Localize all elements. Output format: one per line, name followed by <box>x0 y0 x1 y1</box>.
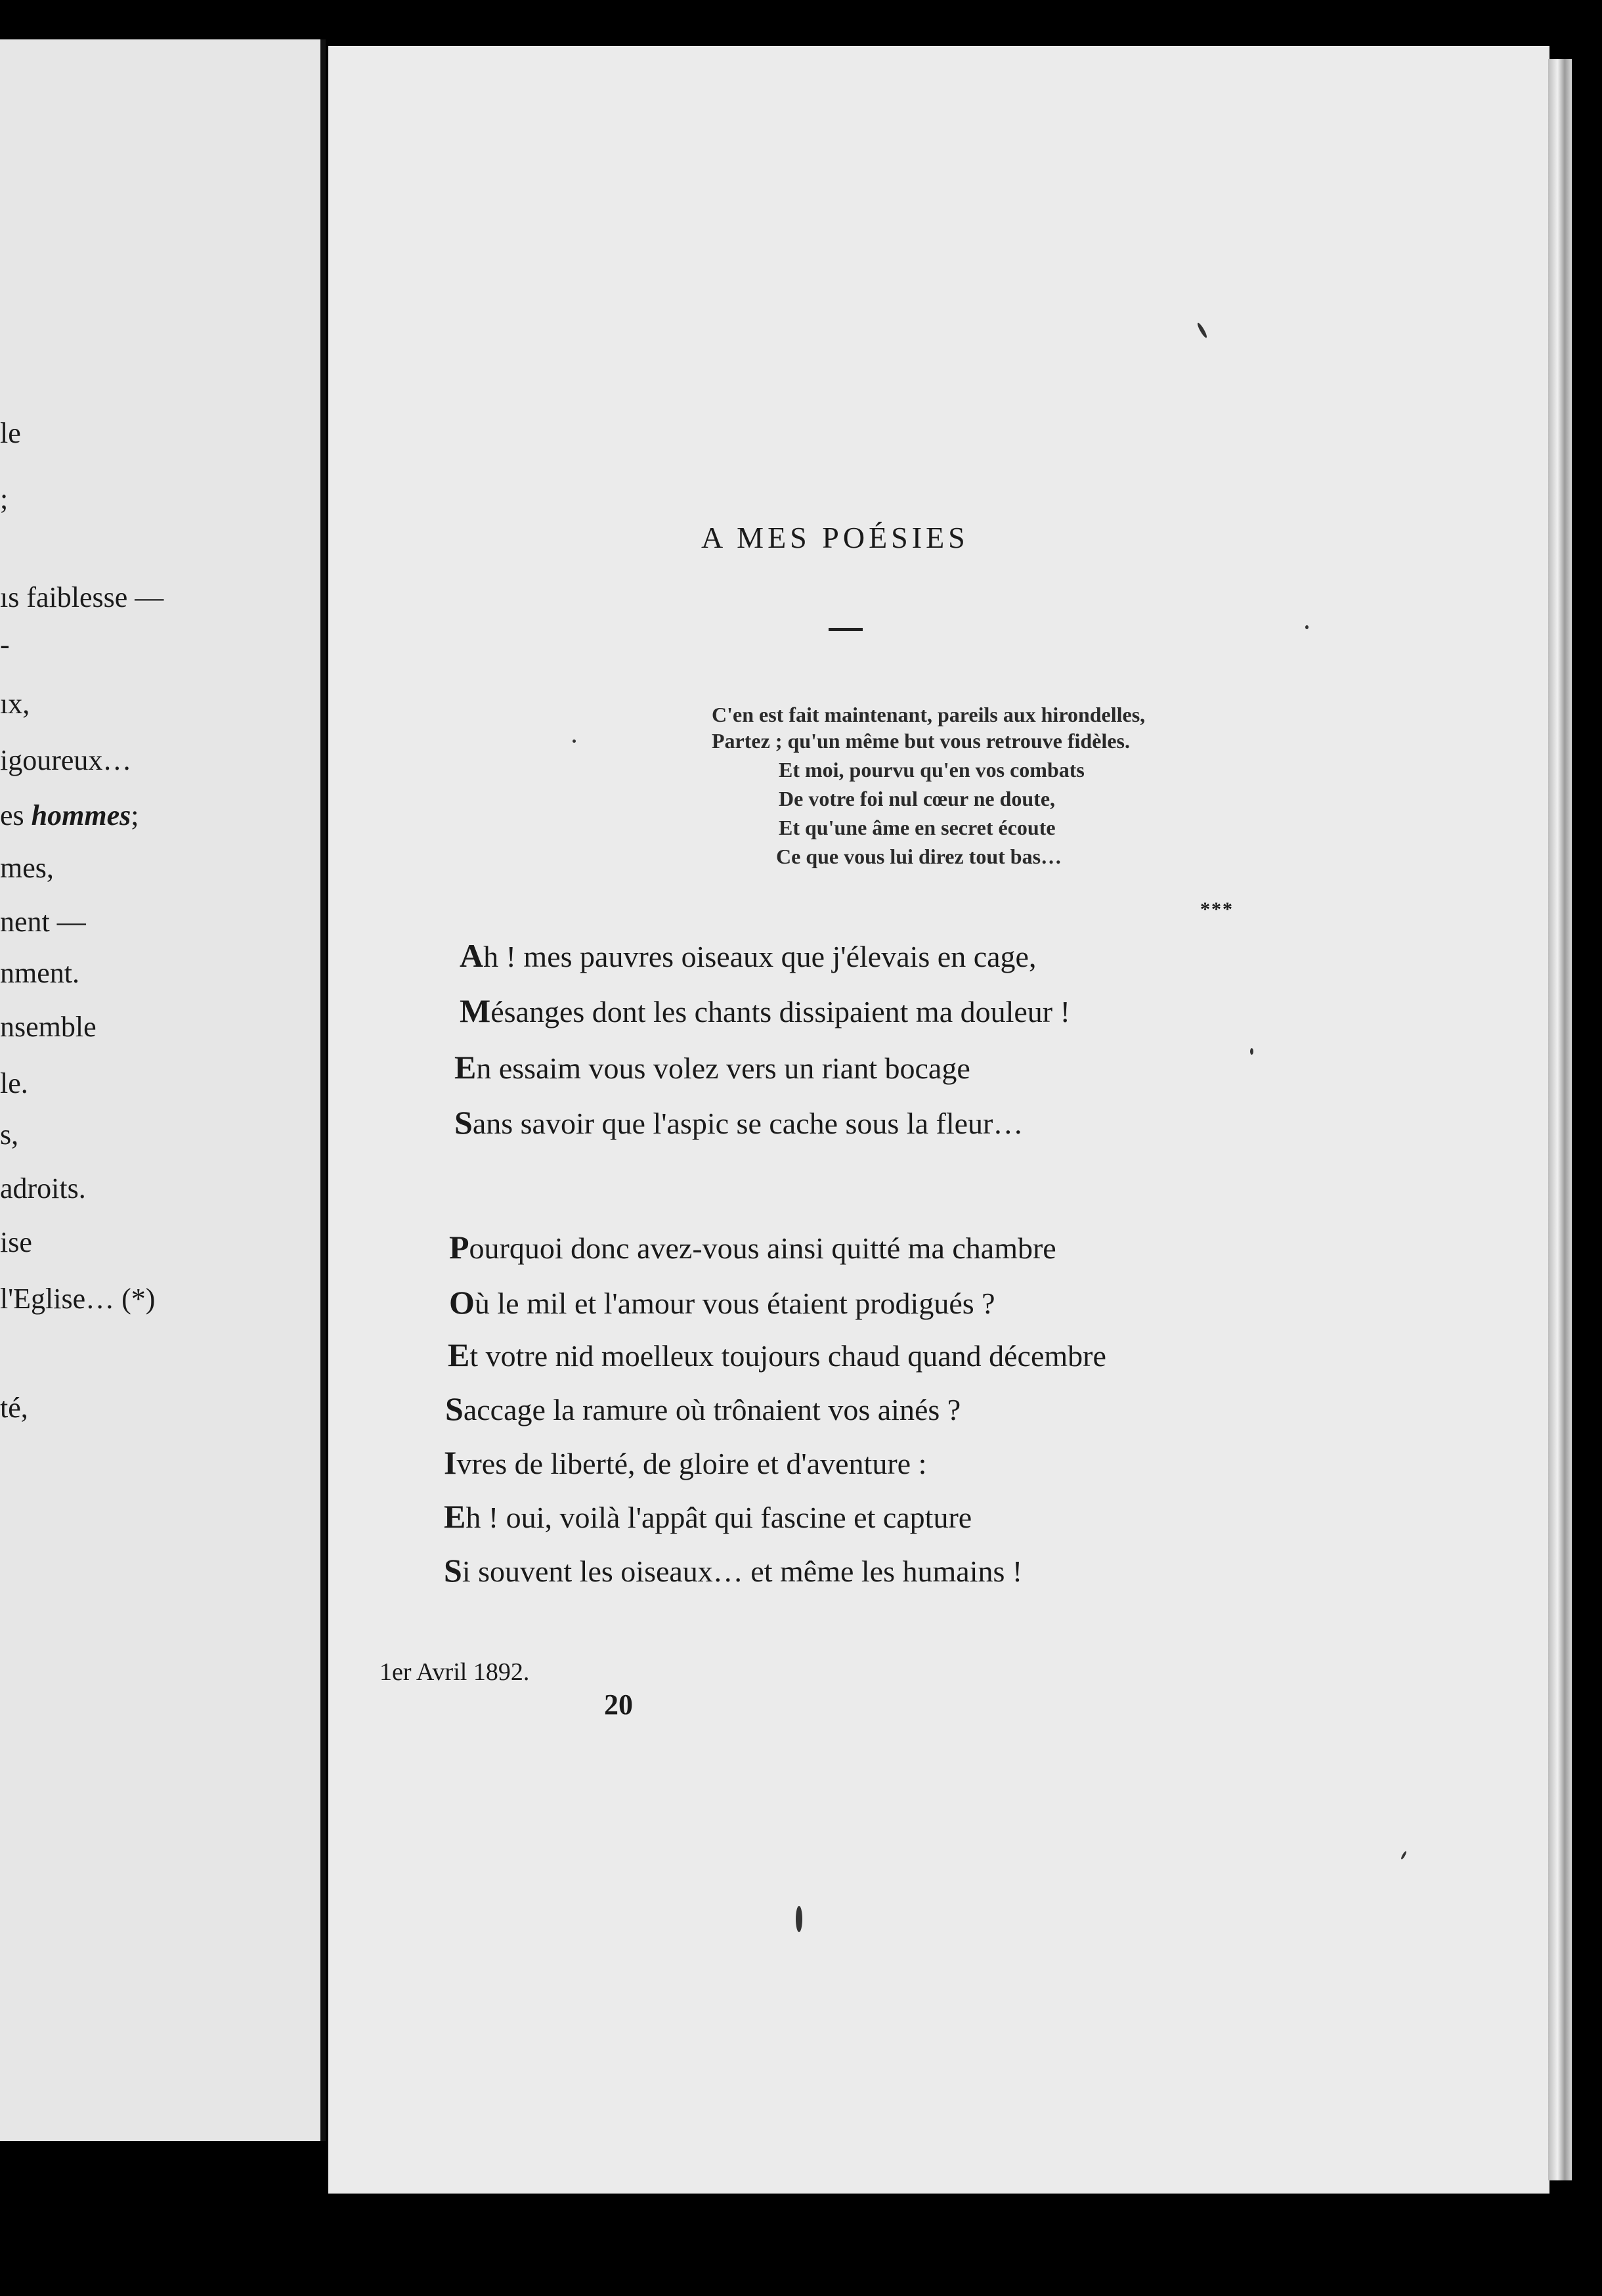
page-number: 20 <box>604 1689 633 1721</box>
verse-line <box>444 1446 926 1479</box>
verse-line <box>449 1231 1056 1264</box>
verse-initial: E <box>444 1498 466 1535</box>
verse-line <box>449 1286 995 1319</box>
verse-line <box>444 1554 1022 1587</box>
left-line-text: es <box>0 799 32 831</box>
left-line: ıx, <box>0 688 30 720</box>
epigraph-line: Ce que vous lui direz tout bas… <box>776 845 1062 868</box>
epigraph-line: C'en est fait maintenant, pareils aux hirondelles, <box>712 703 1146 726</box>
verse-line <box>454 1106 1023 1139</box>
verse-initial: P <box>449 1229 469 1266</box>
verse-initial: M <box>460 992 491 1029</box>
left-line: nent — <box>0 906 86 938</box>
epigraph-line: Et qu'une âme en secret écoute <box>779 816 1056 839</box>
verse-initial: S <box>445 1390 464 1427</box>
scan-speck <box>573 740 576 743</box>
page-edge <box>1548 59 1572 2180</box>
verse-line <box>444 1500 972 1533</box>
left-line: nment. <box>0 957 79 989</box>
epigraph-line: Et moi, pourvu qu'en vos combats <box>779 758 1085 782</box>
left-line: l'Eglise… (*) <box>0 1283 156 1315</box>
italic-word: hommes <box>31 799 131 831</box>
left-line: ıs faiblesse — <box>0 581 164 613</box>
left-line: nsemble <box>0 1011 97 1043</box>
verse-line <box>454 1051 970 1084</box>
verse-text: h ! mes pauvres oiseaux que j'élevais en cage, <box>483 940 1037 973</box>
verse-text: accage la ramure où trônaient vos ainés ? <box>463 1393 961 1426</box>
left-line: adroits. <box>0 1172 86 1204</box>
title-divider <box>829 628 863 631</box>
verse-line <box>460 994 1070 1027</box>
left-line <box>0 801 139 830</box>
verse-initial: A <box>460 937 484 974</box>
epigraph-line: De votre foi nul cœur ne doute, <box>779 787 1056 810</box>
verse-initial: E <box>448 1336 470 1373</box>
left-line: mes, <box>0 852 54 884</box>
left-line-punct: ; <box>131 799 139 831</box>
scan-speck <box>1305 625 1309 629</box>
verse-text: ù le mil et l'amour vous étaient prodigués ? <box>474 1287 995 1320</box>
verse-text: t votre nid moelleux toujours chaud quand décembre <box>469 1339 1106 1373</box>
left-line: s, <box>0 1118 19 1151</box>
verse-initial: S <box>454 1104 473 1141</box>
left-line: le. <box>0 1067 28 1099</box>
verse-text: h ! oui, voilà l'appât qui fascine et capture <box>465 1501 972 1534</box>
left-line: té, <box>0 1392 28 1424</box>
left-line: ise <box>0 1226 32 1258</box>
scan-speck <box>1250 1048 1253 1055</box>
verse-line <box>445 1392 961 1425</box>
verse-initial: E <box>454 1049 477 1086</box>
verse-initial: I <box>444 1444 457 1481</box>
verse-text: vres de liberté, de gloire et d'aventure : <box>456 1447 927 1480</box>
verse-text: ourquoi donc avez-vous ainsi quitté ma chambre <box>469 1231 1056 1265</box>
scan-speck <box>796 1906 802 1932</box>
left-line: - <box>0 629 10 661</box>
left-line: le <box>0 417 21 449</box>
poem-title: A MES POÉSIES <box>701 521 969 554</box>
verse-text: ans savoir que l'aspic se cache sous la fleur… <box>472 1107 1024 1140</box>
verse-line <box>460 939 1036 972</box>
verse-text: n essaim vous volez vers un riant bocage <box>476 1051 970 1085</box>
verse-line <box>448 1338 1106 1371</box>
left-page <box>0 39 326 2141</box>
epigraph-line: Partez ; qu'un même but vous retrouve fidèles. <box>712 729 1130 753</box>
section-separator: *** <box>1200 898 1234 920</box>
left-line: ; <box>0 483 9 515</box>
verse-initial: S <box>444 1552 462 1589</box>
verse-initial: O <box>449 1284 475 1321</box>
verse-text: ésanges dont les chants dissipaient ma douleur ! <box>490 995 1070 1028</box>
left-line: igoureux… <box>0 744 132 776</box>
poem-date: 1er Avril 1892. <box>379 1658 530 1686</box>
verse-text: i souvent les oiseaux… et même les humains ! <box>462 1555 1023 1588</box>
